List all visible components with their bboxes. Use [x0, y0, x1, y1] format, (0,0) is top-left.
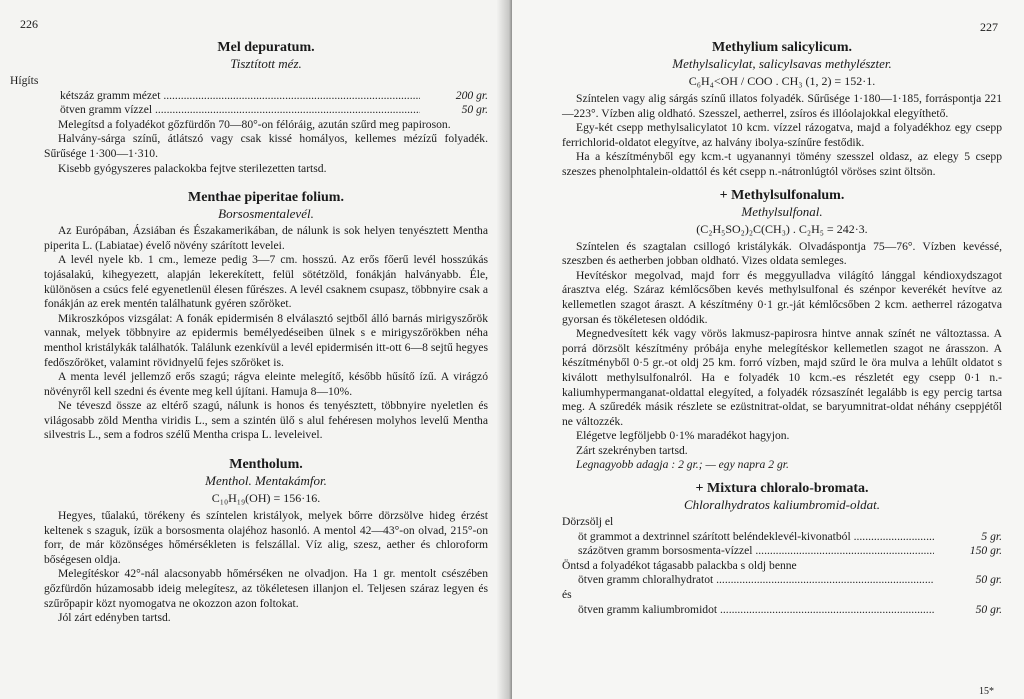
ingredient-row — [44, 103, 488, 118]
cross-icon: + — [695, 481, 704, 497]
section-title-mixtura — [562, 481, 1002, 497]
ingredient-amount: 50 gr. — [975, 573, 1002, 587]
paragraph: Melegítéskor 42°-nál alacsonyabb hőmérséken ne olvadjon. Ha 1 gr. mentolt csészében gőzfürdőn húzamosabb ideig melegítesz, az tökéletesen illanjon el. Teljesen száraz legyen és szűrőpapir közt nyomogatva ne okozzon azon foltokat. — [44, 567, 488, 610]
page-number: 226 — [20, 17, 38, 31]
ingredient-amount: 5 gr. — [981, 529, 1002, 543]
left-page — [0, 0, 510, 699]
paragraph: Ha a készítményből egy kcm.-t ugyanannyi tömény szesszel oldasz, az elegy 5 csepp szeszes phenolphtalein-oldattól és két csepp n.-nátronlúgtól vöröses szint öltsön. — [562, 150, 1002, 178]
right-page — [512, 0, 1024, 699]
chemical-formula: (C₂H₅SO₂)₂C(CH₃) . C₂H₅ = 242·3. — [696, 221, 868, 236]
section-title-methylsulfonalum — [562, 188, 1002, 204]
section-subtitle-mel: Tisztított méz. — [230, 56, 302, 71]
ingredient-name: ötven gramm kaliumbromidot ..... — [578, 603, 934, 618]
cross-icon: + — [719, 187, 728, 203]
chemical-formula: C₆H₄<OH / COO . CH₃ (1, 2) = 152·1. — [688, 74, 876, 88]
ingredient-amount: 50 gr. — [975, 602, 1002, 616]
paragraph: Kisebb gyógyszeres palackokba fejtve sterilezetten tartsd. — [58, 161, 327, 175]
paragraph: Az Európában, Ázsiában és Északamerikában, de nálunk is sok helyen tenyésztett Mentha piperita L. (Labiatae) évelő növény szárított levelei. — [44, 224, 488, 252]
paragraph: A levél nyele kb. 1 cm., lemeze pedig 3—7 cm. hosszú. Az erős főerű levél hosszúkás tojásalakú, kihegyezett, alapján lekerekített, felül sötétzöld, fonákján halványabb. Éle, különösen a csúcs felé egyenetlenül élesen fűrészes. A levél csaknem csupasz, többnyire csak a fonákján az erek mentén találhatunk gyéren szőröket. — [44, 253, 488, 311]
title-text: Methylsulfonalum. — [731, 187, 845, 203]
ingredient-row — [562, 573, 1002, 588]
paragraph: Színtelen és szagtalan csillogó kristálykák. Olvadáspontja 75—76°. Vízben kevéssé, szeszben és aetherben jobban oldható. Vizes oldata semleges. — [562, 239, 1002, 268]
conjunction: és — [562, 588, 572, 602]
ingredient-amount: 150 gr. — [969, 544, 1002, 558]
ingredient-name: ötven gramm chloralhydratot ..... — [578, 573, 934, 588]
paragraph: Melegítsd a folyadékot gőzfürdőn 70—80°-on félóráig, azután szűrd meg papiroson. — [58, 117, 451, 131]
paragraph: Jól zárt edényben tartsd. — [58, 611, 171, 625]
paragraph: Hevítéskor megolvad, majd forr és meggyulladva világító lánggal kéndioxydszagot árasztva elég. Száraz kémlőcsőben kevés methylsulfonal és szénpor keverékét hevítve az kellemetlen szagot áraszt. A készítmény 0·1 gr.-ját kémlőcsőben 2 kcm. aetherrel rázogatva gyorsan és tökéletesen oldódik. — [562, 268, 1002, 326]
ingredient-row — [562, 544, 1002, 559]
section-subtitle-methylsulfonalum: Methylsulfonal. — [741, 203, 823, 219]
ingredient-row — [44, 89, 488, 104]
paragraph: A menta levél jellemző erős szagú; rágva eleinte melegítő, később hűsítő ízű. A virágzó növényről kell szedni és évente meg kell újítani. Hamuja 8—10%. — [44, 370, 488, 398]
section-title-menthae: Menthae piperitae folium. — [188, 190, 344, 206]
section-subtitle-methylium: Methylsalicylat, salicylsavas methylészter. — [672, 56, 892, 71]
ingredient-name: százötven gramm borsosmenta-vízzel ..... — [578, 544, 934, 559]
section-title-mel: Mel depuratum. — [217, 40, 315, 55]
paragraph: Elégetve legföljebb 0·1% maradékot hagyjon. — [576, 429, 790, 443]
ingredient-row — [562, 603, 1002, 618]
title-text: Mixtura chloralo-bromata. — [706, 481, 869, 497]
paragraph: Halvány-sárga színű, átlátszó vagy csak kissé homályos, kellemes mézízű folyadék. Sűrűsége 1·300—1·310. — [44, 132, 488, 160]
recipe-intro: Hígíts — [10, 74, 39, 87]
page-number: 227 — [980, 20, 998, 34]
section-title-methylium: Methylium salicylicum. — [712, 40, 852, 55]
paragraph: Ne téveszd össze az eltérő szagú, nálunk is honos és tenyésztett, többnyire nyeletlen és világosabb zöld Mentha viridis L., sem a szintén ülő s alul fehéresen molyhos levelű Mentha silvestris L., sem a fodros szélű Mentha crispa L. leveleivel. — [44, 399, 488, 442]
printer-signature: 15* — [979, 686, 994, 697]
ingredient-amount: 200 gr. — [455, 88, 488, 102]
paragraph: Egy-két csepp methylsalicylatot 10 kcm. vízzel rázogatva, majd a folyadékhoz egy csepp ferrichlorid-oldatot elegyítve, az halvány ibolya-színűre festődik. — [562, 121, 1002, 149]
ingredient-name: kétszáz gramm mézet ..... — [60, 89, 420, 104]
ingredient-name: öt grammot a dextrinnel szárított beléndeklevél-kivonatból ..... — [578, 530, 934, 545]
paragraph: Mikroszkópos vizsgálat: A fonák epidermisén 8 elválasztó sejtből álló barnás mirigyszőrök vannak, melyek többnyire az epidermis bemélyedéseiben ülnek s e mirigyszőrökben néha menthol kristálykák találhatók. Találunk ezenkívül a levél epidermisén itt-ott 6—8 sejtű hegyes fedőszőröket, valamint rövidnyelű fejes szőröket is. — [44, 311, 488, 369]
section-subtitle-menthae: Borsosmentalevél. — [218, 206, 314, 222]
paragraph: Színtelen vagy alig sárgás színű illatos folyadék. Sűrűsége 1·180—1·185, forráspontja 221—223°. Vízben alig oldható. Szesszel, aetherrel, zsíros és illóolajokkal elegyíthető. — [562, 92, 1002, 120]
chemical-formula: C₁₀H₁₉(OH) = 156·16. — [211, 491, 321, 506]
paragraph: Hegyes, tűalakú, törékeny és színtelen kristályok, melyek bőrre dörzsölve hideg érzést keltenek s szaguk, ízük a borsosmenta olajéhoz hasonló. A mentol 42—43°-on olvad, 215°-on forr, de már közönséges hőmérsékleten is felszállal. Víz alig, szesz, aether és chloroform bőségesen oldja. — [44, 509, 488, 566]
section-subtitle-mentholum: Menthol. Mentakámfor. — [205, 473, 327, 489]
ingredient-row — [562, 530, 1002, 545]
recipe-intro: Dörzsölj el — [562, 515, 614, 529]
paragraph: Megnedvesített kék vagy vörös lakmusz-papirosra hintve annak színét ne változtassa. A porrá dörzsölt készítmény próbája enyhe melegítéskor kellemetlen szagot ne árasszon. A készítményből 0·5 gr.-ot oldj 25 km. forró vízben, majd szűrd le öra mulva a lehűlt oldatot s kiválott methylsulfonalról. Ha e folyadék 10 kcm.-es részletét egy csepp 0·1 n.-kaliumhypermanganat-oldattal elegyíted, a folyadék rózsaszínét legalább is egy percig tartsa meg. A szűredék másik részlete se ezüstnitrat-oldat, se baryumnitrat-oldat néhány cseppjétől ne változzék. — [562, 327, 1002, 428]
ingredient-name: ötven gramm vízzel ..... — [60, 103, 420, 118]
section-subtitle-mixtura: Chloralhydratos kaliumbromid-oldat. — [684, 497, 880, 513]
paragraph: Legnagyobb adagja : 2 gr.; — egy napra 2 gr. — [576, 458, 789, 472]
paragraph: Zárt szekrényben tartsd. — [576, 443, 688, 457]
recipe-step: Öntsd a folyadékot tágasabb palackba s oldj benne — [562, 558, 797, 572]
ingredient-amount: 50 gr. — [461, 103, 488, 117]
section-title-mentholum: Mentholum. — [229, 457, 303, 473]
